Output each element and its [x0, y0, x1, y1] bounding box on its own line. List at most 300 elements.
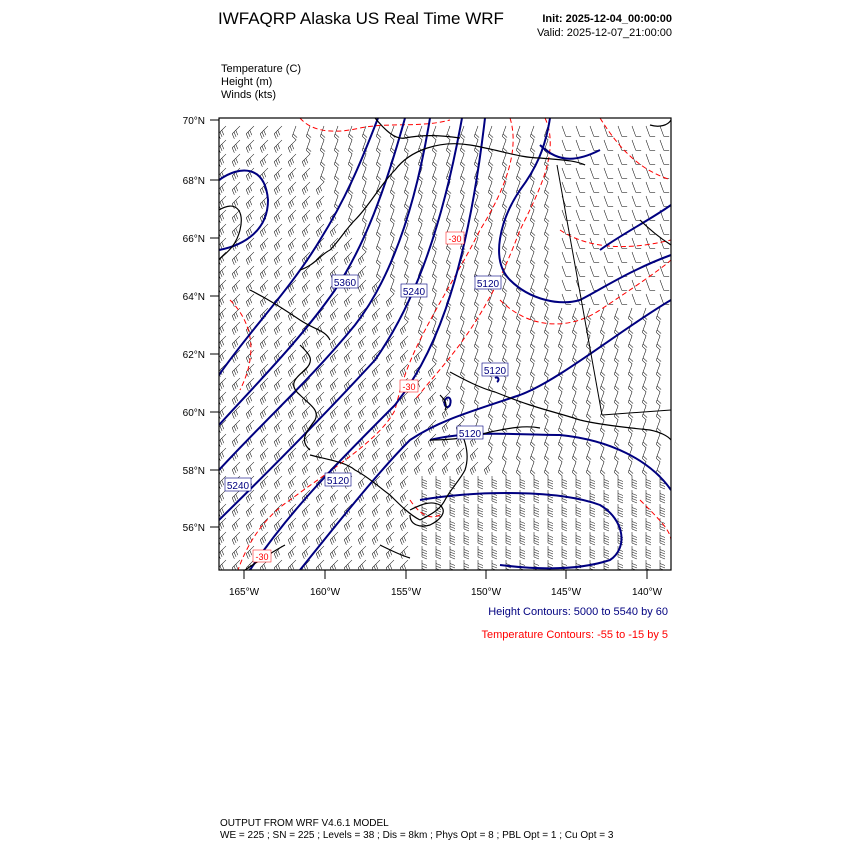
- wind-barb: [660, 504, 665, 517]
- wind-barb: [422, 546, 427, 559]
- svg-text:5120: 5120: [476, 279, 500, 290]
- wind-barb: [618, 236, 627, 250]
- wind-barb: [604, 208, 613, 222]
- wind-barb: [348, 140, 357, 154]
- wind-barb: [656, 350, 665, 364]
- wind-barb: [516, 140, 525, 154]
- wind-barb: [604, 138, 613, 152]
- wind-barb: [334, 182, 343, 196]
- wind-barb: [357, 364, 370, 377]
- wind-barb: [632, 166, 641, 180]
- wind-barb: [604, 518, 609, 531]
- wind-barb: [343, 420, 356, 433]
- wind-barb: [520, 476, 525, 489]
- svg-text:5120: 5120: [326, 476, 350, 487]
- wind-barb: [488, 210, 497, 224]
- wind-barb: [558, 406, 567, 420]
- wind-barb: [376, 252, 385, 266]
- wind-barb: [660, 546, 665, 559]
- wind-barb: [390, 266, 399, 280]
- wind-barb: [357, 280, 370, 293]
- wind-barb: [287, 322, 300, 335]
- wind-barb: [632, 504, 637, 517]
- wind-barb: [259, 238, 272, 251]
- wind-barb: [632, 560, 637, 573]
- wind-barb: [329, 504, 342, 517]
- height-contour-label: [401, 284, 427, 298]
- wind-barb: [562, 138, 571, 152]
- wind-barb: [492, 532, 497, 545]
- wind-barb: [357, 560, 370, 573]
- wind-barb: [478, 546, 483, 559]
- wind-barb: [488, 336, 497, 350]
- wind-barb: [600, 322, 609, 336]
- wind-barb: [632, 292, 641, 306]
- wind-barb: [245, 448, 258, 461]
- wind-barb: [231, 462, 244, 475]
- wind-barb: [460, 210, 469, 224]
- wind-barb: [530, 322, 539, 336]
- wind-barb: [315, 182, 328, 195]
- wind-barb: [534, 476, 539, 489]
- wind-barb: [371, 532, 384, 545]
- wind-barb: [390, 196, 399, 210]
- wind-barb: [273, 532, 286, 545]
- wind-barb: [572, 462, 581, 476]
- wind-barb: [376, 154, 385, 168]
- wind-barb: [422, 532, 427, 545]
- wind-barb: [287, 182, 300, 195]
- wind-barb: [315, 490, 328, 503]
- wind-barb: [656, 364, 665, 378]
- wind-barb: [245, 504, 258, 517]
- wind-barb: [385, 378, 398, 391]
- wind-barb: [399, 406, 412, 419]
- wind-barb: [483, 462, 496, 475]
- wind-barb: [618, 476, 623, 489]
- wind-barb: [600, 448, 609, 462]
- wind-barb: [642, 448, 651, 462]
- wind-barb: [357, 266, 370, 279]
- wind-barb: [390, 280, 399, 294]
- wind-barb: [530, 336, 539, 350]
- wind-barb: [329, 532, 342, 545]
- wind-barb: [464, 518, 469, 531]
- wind-barb: [590, 208, 599, 222]
- wind-barb: [572, 378, 581, 392]
- wind-barb: [432, 154, 441, 168]
- wind-barb: [427, 462, 440, 475]
- lat-tick-label: 62°N: [182, 350, 205, 361]
- wind-barb: [558, 378, 567, 392]
- wind-barb: [231, 322, 244, 335]
- wind-barb: [642, 322, 651, 336]
- wind-barb: [320, 168, 329, 182]
- border-lines: [557, 165, 671, 415]
- wind-barb: [464, 490, 469, 503]
- wind-barb: [516, 266, 525, 280]
- wind-barb: [287, 210, 300, 223]
- wind-barb: [632, 490, 637, 503]
- wind-barb: [520, 490, 525, 503]
- wind-barb: [576, 138, 585, 152]
- wind-barb: [516, 168, 525, 182]
- wind-barb: [460, 140, 469, 154]
- wind-barb: [562, 180, 571, 194]
- wind-barb: [460, 308, 469, 322]
- wind-barb: [343, 518, 356, 531]
- wind-barb: [371, 490, 384, 503]
- wind-barb: [329, 322, 342, 335]
- wind-barb: [516, 434, 525, 448]
- temperature-contour-label: [400, 380, 418, 392]
- wind-barb: [548, 490, 553, 503]
- wind-barb: [502, 336, 511, 350]
- wind-barb: [558, 392, 567, 406]
- svg-text:5120: 5120: [458, 429, 482, 440]
- svg-text:-30: -30: [448, 234, 462, 244]
- wind-barb: [245, 210, 258, 223]
- wind-barb: [488, 182, 497, 196]
- wind-barb: [385, 434, 398, 447]
- wind-barb: [287, 406, 300, 419]
- wind-barb: [329, 308, 342, 321]
- wind-barb: [413, 406, 426, 419]
- wind-barb: [502, 420, 511, 434]
- wind-barb: [357, 420, 370, 433]
- wind-barb: [259, 350, 272, 363]
- wind-barb: [544, 182, 553, 196]
- wind-barb: [646, 278, 655, 292]
- wind-barb: [656, 448, 665, 462]
- wind-barb: [306, 126, 315, 140]
- wind-barb: [432, 196, 441, 210]
- wind-barb: [628, 420, 637, 434]
- wind-barb: [446, 364, 455, 378]
- wind-barb: [259, 392, 272, 405]
- wind-barb: [614, 378, 623, 392]
- wind-barb: [287, 140, 300, 153]
- wind-barb: [357, 532, 370, 545]
- wind-barb: [474, 322, 483, 336]
- wind-barb: [660, 152, 669, 166]
- wind-barb: [273, 434, 286, 447]
- wind-barb: [231, 126, 244, 139]
- wind-barb: [656, 336, 665, 350]
- lon-tick-label: 140°W: [631, 587, 663, 598]
- wind-barb: [376, 238, 385, 252]
- wind-barb: [516, 378, 525, 392]
- wind-barb: [385, 518, 398, 531]
- wind-barb: [371, 336, 384, 349]
- wind-barb: [418, 182, 427, 196]
- wind-barb: [348, 196, 357, 210]
- wind-barb: [446, 308, 455, 322]
- wind-barb: [502, 378, 511, 392]
- wind-barb: [273, 266, 286, 279]
- wind-barb: [660, 180, 669, 194]
- wind-barb: [642, 336, 651, 350]
- wind-barb: [432, 266, 441, 280]
- wind-barb: [432, 126, 441, 140]
- wind-barb: [427, 406, 440, 419]
- wind-barb: [432, 280, 441, 294]
- wind-barb: [385, 504, 398, 517]
- wind-barb: [287, 154, 300, 167]
- wind-barb: [530, 392, 539, 406]
- wind-barb: [460, 280, 469, 294]
- wind-barb: [474, 350, 483, 364]
- wind-barb: [660, 560, 665, 573]
- wind-barb: [273, 364, 286, 377]
- wind-barb: [315, 196, 328, 209]
- wind-barb: [642, 434, 651, 448]
- wind-barb: [245, 462, 258, 475]
- wind-barb: [385, 308, 398, 321]
- wind-barb: [642, 392, 651, 406]
- wind-barb: [371, 448, 384, 461]
- wind-barb: [287, 294, 300, 307]
- wind-barb: [301, 182, 314, 195]
- lon-tick-label: 160°W: [309, 587, 341, 598]
- wind-barb: [576, 124, 585, 138]
- wind-barb: [558, 336, 567, 350]
- height-contour-legend: Height Contours: 5000 to 5540 by 60: [488, 606, 668, 618]
- wind-barb: [371, 462, 384, 475]
- wind-barb: [245, 140, 258, 153]
- wind-barb: [343, 238, 356, 251]
- wind-barb: [329, 560, 342, 573]
- wind-barb: [618, 278, 627, 292]
- wind-barb: [418, 210, 427, 224]
- wind-barb: [604, 490, 609, 503]
- wind-barb: [469, 448, 482, 461]
- wind-barb: [576, 532, 581, 545]
- wind-barb: [464, 546, 469, 559]
- wind-barb: [544, 392, 553, 406]
- wind-barb: [460, 392, 469, 406]
- height-contour-label: [457, 426, 483, 440]
- wind-barb: [544, 280, 553, 294]
- svg-text:5120: 5120: [483, 366, 507, 377]
- wind-barb: [618, 250, 627, 264]
- wind-barb: [618, 208, 627, 222]
- wind-barb: [460, 364, 469, 378]
- wind-barb: [315, 364, 328, 377]
- wind-barb: [646, 292, 655, 306]
- wind-barb: [287, 196, 300, 209]
- wind-barb: [516, 406, 525, 420]
- wind-barb: [427, 392, 440, 405]
- wind-barb: [562, 264, 571, 278]
- wind-barb: [343, 364, 356, 377]
- variable-label-height: Height (m): [221, 76, 273, 88]
- wind-barb: [618, 504, 623, 517]
- wind-barb: [544, 420, 553, 434]
- wind-barb: [231, 140, 244, 153]
- wind-barb: [590, 546, 595, 559]
- wind-barb: [530, 364, 539, 378]
- wind-barb: [404, 266, 413, 280]
- wind-barb: [404, 168, 413, 182]
- wind-barb: [450, 560, 455, 573]
- wind-barb: [469, 462, 482, 475]
- wind-barb: [646, 180, 655, 194]
- wind-barb: [506, 546, 511, 559]
- wind-barb: [628, 434, 637, 448]
- wind-barb: [530, 434, 539, 448]
- wind-barb: [530, 210, 539, 224]
- wind-barb: [618, 166, 627, 180]
- wind-barb: [371, 364, 384, 377]
- wind-barb: [562, 504, 567, 517]
- wind-barb: [516, 322, 525, 336]
- wind-barb: [376, 140, 385, 154]
- wind-barb: [441, 448, 454, 461]
- wind-barb: [590, 504, 595, 517]
- wind-barb: [259, 490, 272, 503]
- wind-barb: [259, 126, 272, 139]
- height-contour-label: [475, 276, 501, 290]
- wind-barb: [488, 322, 497, 336]
- wind-barb: [576, 518, 581, 531]
- wind-barb: [544, 364, 553, 378]
- wind-barb: [259, 322, 272, 335]
- wind-barb: [460, 168, 469, 182]
- wind-barb: [628, 378, 637, 392]
- svg-text:-30: -30: [402, 382, 416, 392]
- wind-barb: [450, 518, 455, 531]
- wind-barb: [590, 532, 595, 545]
- wind-barb: [343, 448, 356, 461]
- wind-barb: [371, 518, 384, 531]
- wind-barb: [534, 504, 539, 517]
- wind-barb: [259, 266, 272, 279]
- wind-barb: [399, 336, 412, 349]
- wind-barb: [427, 364, 440, 377]
- wind-barb: [488, 168, 497, 182]
- wind-barb: [562, 250, 571, 264]
- wind-barb: [558, 448, 567, 462]
- wind-barb: [600, 308, 609, 322]
- wind-barb: [436, 476, 441, 489]
- wind-barb: [273, 336, 286, 349]
- wind-barb: [548, 560, 553, 573]
- wind-barb: [399, 322, 412, 335]
- wind-barb: [478, 504, 483, 517]
- wind-barb: [404, 238, 413, 252]
- wind-barb: [530, 266, 539, 280]
- wind-barb: [488, 434, 497, 448]
- wind-barb: [632, 532, 637, 545]
- wind-barb: [357, 406, 370, 419]
- wind-barb: [572, 420, 581, 434]
- wind-barb: [329, 378, 342, 391]
- wind-barb: [273, 322, 286, 335]
- wind-barb: [231, 378, 244, 391]
- wind-barb: [614, 308, 623, 322]
- wind-barb: [604, 152, 613, 166]
- wind-barb: [320, 140, 329, 154]
- wind-barb: [273, 182, 286, 195]
- wind-barb: [614, 364, 623, 378]
- wind-barb: [492, 476, 497, 489]
- wind-barb: [385, 560, 398, 573]
- wind-barb: [301, 504, 314, 517]
- wind-barb: [292, 126, 301, 140]
- wind-barb: [259, 504, 272, 517]
- wind-barb: [614, 336, 623, 350]
- wind-barb: [329, 420, 342, 433]
- wind-barb: [488, 294, 497, 308]
- wind-barb: [422, 518, 427, 531]
- wind-barb: [301, 350, 314, 363]
- wind-barb: [474, 126, 483, 140]
- wind-barb: [558, 420, 567, 434]
- init-time: Init: 2025-12-04_00:00:00: [542, 13, 672, 25]
- wind-barb: [418, 336, 427, 350]
- wind-barb: [506, 532, 511, 545]
- wind-barb: [558, 308, 567, 322]
- wind-barb: [502, 280, 511, 294]
- wind-barb: [530, 224, 539, 238]
- wind-barb: [273, 420, 286, 433]
- wind-barb: [231, 294, 244, 307]
- wind-barb: [590, 194, 599, 208]
- wind-barb: [315, 336, 328, 349]
- wind-barb: [315, 252, 328, 265]
- wind-barb: [600, 350, 609, 364]
- wind-barb: [656, 434, 665, 448]
- height-contour-label: [325, 473, 351, 487]
- wind-barb: [590, 518, 595, 531]
- wind-barb: [315, 378, 328, 391]
- wind-barb: [590, 180, 599, 194]
- wind-barb: [245, 252, 258, 265]
- wind-barb: [446, 350, 455, 364]
- wind-barb: [273, 560, 286, 573]
- wind-barb: [576, 208, 585, 222]
- wind-barb: [502, 434, 511, 448]
- wind-barb: [399, 350, 412, 363]
- wind-barb: [329, 364, 342, 377]
- wind-barb: [632, 124, 641, 138]
- wind-barb: [301, 224, 314, 237]
- wind-barb: [450, 476, 455, 489]
- wind-barb: [301, 406, 314, 419]
- wind-barb: [558, 462, 567, 476]
- wind-barb: [385, 420, 398, 433]
- wind-barb: [474, 364, 483, 378]
- wind-barb: [562, 546, 567, 559]
- wind-barb: [562, 278, 571, 292]
- temperature-contour-legend: Temperature Contours: -55 to -15 by 5: [481, 629, 668, 641]
- wind-barb: [590, 124, 599, 138]
- wind-barb: [590, 166, 599, 180]
- wind-barb: [474, 224, 483, 238]
- wind-barb: [231, 252, 244, 265]
- wind-barb: [488, 126, 497, 140]
- lat-tick-label: 70°N: [182, 116, 205, 127]
- lon-tick-label: 150°W: [470, 587, 502, 598]
- wind-barb: [357, 392, 370, 405]
- wind-barb: [628, 364, 637, 378]
- wind-barb: [660, 518, 665, 531]
- wind-barb: [618, 560, 623, 573]
- wind-barb: [231, 182, 244, 195]
- wind-barb: [413, 448, 426, 461]
- wind-barb: [534, 546, 539, 559]
